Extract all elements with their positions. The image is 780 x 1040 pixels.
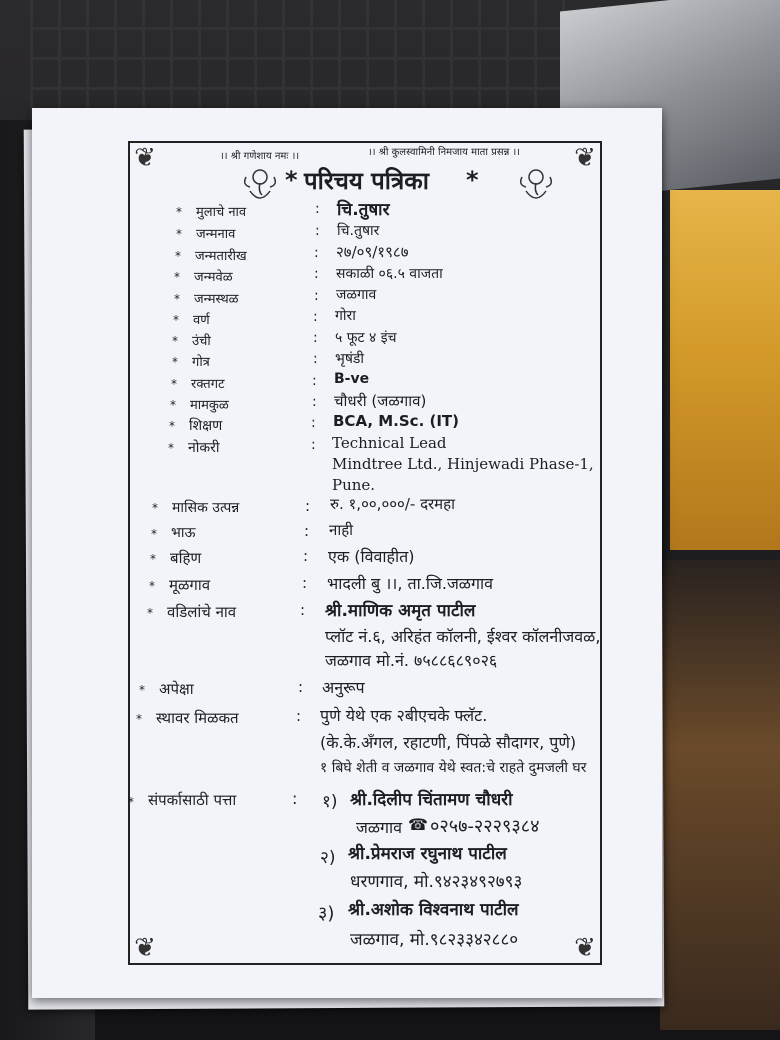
row-label: जन्मस्थळ (194, 292, 239, 307)
row-separator: : (315, 201, 320, 217)
row-separator: : (313, 351, 318, 367)
row-label: बहिण (170, 549, 202, 567)
row-star: * (150, 552, 156, 566)
ganesha-icon (516, 165, 556, 205)
row-star: * (151, 527, 157, 541)
row-label: जन्मनाव (196, 227, 236, 242)
contact-name: श्री.अशोक विश्वनाथ पाटील (348, 900, 519, 920)
row-star: * (170, 398, 176, 412)
row-value: भादली बु ।।, ता.जि.जळगाव (327, 574, 494, 593)
row-value: ५ फूट ४ इंच (335, 330, 397, 346)
row-separator: : (300, 601, 306, 619)
row-star: * (171, 377, 177, 391)
row-value-line2: Mindtree Ltd., Hinjewadi Phase-1, (332, 455, 594, 473)
row-value-line3: जळगाव मो.नं. ७५८८६८९०२६ (325, 651, 498, 670)
row-value-line2: (के.के.अँगल, रहाटणी, पिंपळे सौदागर, पुणे) (320, 733, 577, 752)
row-separator: : (311, 437, 316, 453)
row-value: अनुरूप (322, 678, 365, 697)
corner-ornament-icon: ❦ (134, 143, 156, 173)
row-separator: : (314, 288, 319, 304)
row-separator: : (304, 522, 310, 540)
row-label: भाऊ (171, 525, 196, 541)
row-separator: : (315, 223, 320, 239)
row-value: रु. १,००,०००/- दरमहा (330, 495, 455, 513)
title-star-right: * (466, 166, 479, 194)
background-snack-packet (660, 560, 780, 1030)
row-value: Technical Lead (332, 434, 447, 452)
row-value: जळगाव (336, 287, 377, 303)
row-value-line2: प्लॉट नं.६, अरिहंत कॉलनी, ईश्वर कॉलनीजवळ, (325, 627, 601, 646)
row-separator: : (302, 574, 308, 592)
contact-number: २) (320, 848, 336, 868)
ganesha-icon (240, 165, 280, 205)
background-rack (30, 0, 590, 120)
row-star: * (174, 292, 180, 306)
corner-ornament-icon: ❦ (574, 933, 596, 963)
background-snack-packet (670, 190, 780, 550)
row-value: B-ve (334, 371, 370, 387)
row-star: * (147, 606, 153, 620)
row-separator: : (305, 497, 311, 515)
row-value-line3: १ बिघे शेती व जळगाव येथे स्वत:चे राहते दुमजली घर (320, 760, 587, 776)
row-value: भृषंडी (335, 351, 365, 367)
contact-number: १) (322, 792, 338, 812)
contact-name: श्री.प्रेमराज रघुनाथ पाटील (348, 844, 507, 864)
row-label: संपर्कासाठी पत्ता (148, 791, 237, 809)
row-label: मूळगाव (169, 576, 211, 594)
row-label: नोकरी (188, 440, 220, 456)
contact-number: ३) (318, 903, 335, 924)
phone-icon: ☎ (408, 815, 428, 834)
row-value-line3: Pune. (332, 476, 376, 494)
row-star: * (136, 712, 142, 726)
row-value: BCA, M.Sc. (IT) (333, 412, 460, 430)
row-separator: : (298, 678, 304, 696)
row-separator: : (303, 547, 309, 565)
row-separator: : (296, 707, 302, 725)
row-label: जन्मवेळ (194, 270, 233, 285)
row-star: * (139, 683, 145, 697)
page-title: परिचय पत्रिका (304, 167, 429, 195)
row-value: एक (विवाहीत) (328, 547, 415, 566)
row-label: गोत्र (192, 355, 210, 370)
row-label: मुलाचे नाव (196, 205, 247, 220)
row-star: * (172, 355, 178, 369)
row-label: मासिक उत्पन्न (172, 500, 240, 516)
row-label: जन्मतारीख (195, 249, 247, 264)
row-star: * (173, 313, 179, 327)
row-separator: : (312, 394, 317, 410)
row-separator: : (313, 309, 318, 325)
corner-ornament-icon: ❦ (574, 143, 596, 173)
row-star: * (169, 419, 175, 433)
row-separator: : (314, 266, 319, 282)
row-value: गोरा (335, 308, 356, 324)
row-separator: : (314, 245, 319, 261)
row-value: चि.तुषार (337, 200, 390, 220)
row-label: शिक्षण (189, 418, 223, 434)
row-label: रक्तगट (191, 377, 225, 392)
row-value: चौधरी (जळगाव) (334, 392, 427, 410)
contact-place: जळगाव (356, 818, 403, 837)
row-label: मामकुळ (190, 398, 229, 413)
row-value: श्री.माणिक अमृत पाटील (325, 601, 476, 621)
row-star: * (149, 579, 155, 593)
row-star: * (128, 795, 134, 809)
contact-phone: ०२५७-२२२९३८४ (430, 816, 540, 837)
row-label: वर्ण (193, 313, 210, 328)
row-star: * (175, 249, 181, 263)
left-blessing: ।। श्री गणेशाय नमः ।। (220, 151, 300, 162)
title-star-left: * (285, 166, 298, 194)
row-star: * (168, 441, 174, 455)
row-star: * (172, 334, 178, 348)
row-value: सकाळी ०६.५ वाजता (336, 266, 443, 282)
contact-detail: धरणगाव, मो.९४२३४९२७९३ (350, 872, 523, 892)
row-label: स्थावर मिळकत (156, 709, 239, 727)
row-separator: : (312, 373, 317, 389)
row-star: * (152, 501, 158, 515)
contact-detail: जळगाव, मो.९८२३३४२८८० (350, 930, 519, 950)
row-separator: : (311, 415, 316, 431)
row-value: चि.तुषार (337, 223, 380, 239)
right-blessing: ।। श्री कुलस्वामिनी निमजाय माता प्रसन्न ।। (368, 147, 521, 158)
row-star: * (176, 205, 182, 219)
row-separator: : (313, 330, 318, 346)
contact-name: श्री.दिलीप चिंतामण चौधरी (350, 790, 513, 810)
row-label: वडिलांचे नाव (167, 603, 237, 621)
row-star: * (174, 270, 180, 284)
row-star: * (176, 227, 182, 241)
row-separator: : (292, 789, 298, 808)
row-label: अपेक्षा (159, 680, 194, 698)
row-value: पुणे येथे एक २बीएचके फ्लॅट. (320, 706, 488, 725)
row-value: नाही (329, 521, 354, 539)
row-value: २७/०९/१९८७ (336, 243, 409, 261)
row-label: उंची (192, 334, 211, 349)
corner-ornament-icon: ❦ (134, 933, 156, 963)
